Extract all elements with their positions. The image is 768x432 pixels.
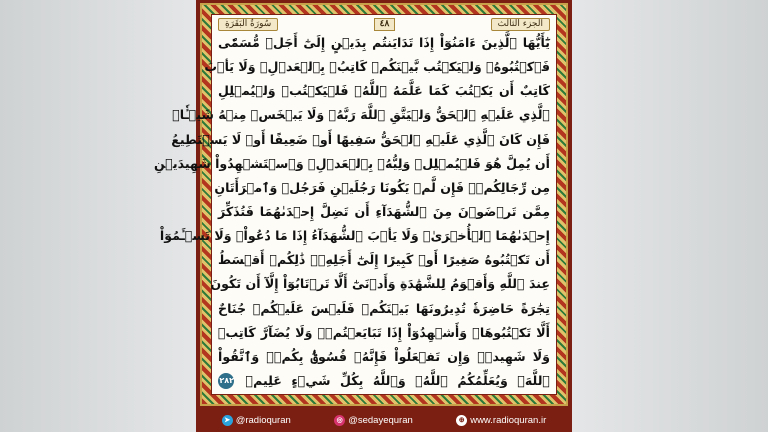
- footer-website[interactable]: [456, 415, 546, 426]
- telegram-handle: @radioquran: [235, 414, 291, 426]
- website-url: www.radioquran.ir: [470, 414, 547, 426]
- page-number: ٤٨: [374, 18, 396, 31]
- verse-line: فَإِن كَانَ ٱلَّذِي عَلَيۡهِ ٱلۡحَقُّ سَفِيهًا أَوۡ ضَعِيفًا أَوۡ لَا يَسۡتَطِيعُ: [171, 131, 550, 147]
- verse-line: يَٰٓأَيُّهَا ٱلَّذِينَ ءَامَنُوٓاْ إِذَا تَدَايَنتُم بِدَيۡنٍ إِلَىٰٓ أَجَلٖ مُّسَمّٗى: [218, 35, 550, 50]
- page-header: [218, 17, 550, 31]
- verse-text: ٱللَّهَۖ وَيُعَلِّمُكُمُ ٱللَّهُۗ وَٱللَّهُ بِكُلِّ شَيۡءٍ عَلِيمٞ: [245, 372, 550, 388]
- text-area: [153, 14, 557, 395]
- verse-line-last: [218, 371, 550, 390]
- background-left: [0, 0, 196, 432]
- verse-line: ٱلَّذِي عَلَيۡهِ ٱلۡحَقُّ وَلۡيَتَّقِ ٱللَّهَ رَبَّهُۥ وَلَا يَبۡخَسۡ مِنۡهُ شَيۡـٔٗاۚ: [172, 107, 550, 123]
- background-right: [572, 0, 768, 432]
- verse-line: كَاتِبٌ أَن يَكۡتُبَ كَمَا عَلَّمَهُ ٱللَّهُۚ فَلۡيَكۡتُبۡ وَلۡيُمۡلِلِ: [218, 83, 550, 99]
- verse-line: أَن تَكۡتُبُوهُ صَغِيرًا أَوۡ كَبِيرًا إِلَىٰٓ أَجَلِهِۦۚ ذَٰلِكُمۡ أَقۡسَطُ: [218, 252, 550, 268]
- verse-line: مِن رِّجَالِكُمۡۖ فَإِن لَّمۡ يَكُونَا رَجُلَيۡنِ فَرَجُلٞ وَٱمۡرَأَتَانِ: [214, 179, 550, 195]
- footer-instagram[interactable]: [334, 415, 413, 426]
- surah-name: سُورَةُ البَقَرَةِ: [218, 18, 278, 31]
- telegram-icon: ➤: [222, 415, 233, 426]
- footer-bar: [196, 408, 572, 432]
- verse-line: وَلَا شَهِيدٞۚ وَإِن تَفۡعَلُواْ فَإِنَّهُۥ فُسُوقُۢ بِكُمۡۗ وَٱتَّقُواْ: [218, 348, 550, 364]
- instagram-icon: ◎: [334, 415, 345, 426]
- globe-icon: ⊕: [456, 415, 467, 426]
- verse-line: تِجَٰرَةً حَاضِرَةٗ تُدِيرُونَهَا بَيۡنَكُمۡ فَلَيۡسَ عَلَيۡكُمۡ جُنَاحٌ: [218, 300, 550, 316]
- ayah-number-marker: ٢٨٢: [218, 373, 234, 389]
- verse-line: أَن يُمِلَّ هُوَ فَلۡيُمۡلِلۡ وَلِيُّهُۥ بِٱلۡعَدۡلِۚ وَٱسۡتَشۡهِدُواْ شَهِيدَيۡنِ: [153, 155, 550, 171]
- verse-lines: [153, 33, 550, 390]
- verse-line: عِندَ ٱللَّهِ وَأَقۡوَمُ لِلشَّهَٰدَةِ وَأَدۡنَىٰٓ أَلَّا تَرۡتَابُوٓاْ إِلَّآ أَن تَكُونَ: [210, 276, 550, 292]
- verse-line: إِحۡدَىٰهُمَا ٱلۡأُخۡرَىٰۚ وَلَا يَأۡبَ ٱلشُّهَدَآءُ إِذَا مَا دُعُواْۚ وَلَا تَسۡـَٔمُوٓاْ: [159, 228, 550, 244]
- verse-line: مِمَّن تَرۡضَوۡنَ مِنَ ٱلشُّهَدَآءِ أَن تَضِلَّ إِحۡدَىٰهُمَا فَتُذَكِّرَ: [218, 203, 550, 219]
- verse-line: أَلَّا تَكۡتُبُوهَاۗ وَأَشۡهِدُوٓاْ إِذَا تَبَايَعۡتُمۡۚ وَلَا يُضَآرَّ كَاتِبٞ: [218, 324, 550, 340]
- ornamental-border: [153, 3, 568, 406]
- instagram-handle: @sedayequran: [348, 414, 413, 426]
- mushaf-page: [153, 0, 572, 432]
- juz-name: الجزء الثالث: [491, 18, 550, 31]
- verse-line: فَٱكۡتُبُوهُۚ وَلۡيَكۡتُب بَّيۡنَكُمۡ كَاتِبُۢ بِٱلۡعَدۡلِۚ وَلَا يَأۡبَ: [204, 59, 550, 75]
- footer-telegram[interactable]: [222, 415, 291, 426]
